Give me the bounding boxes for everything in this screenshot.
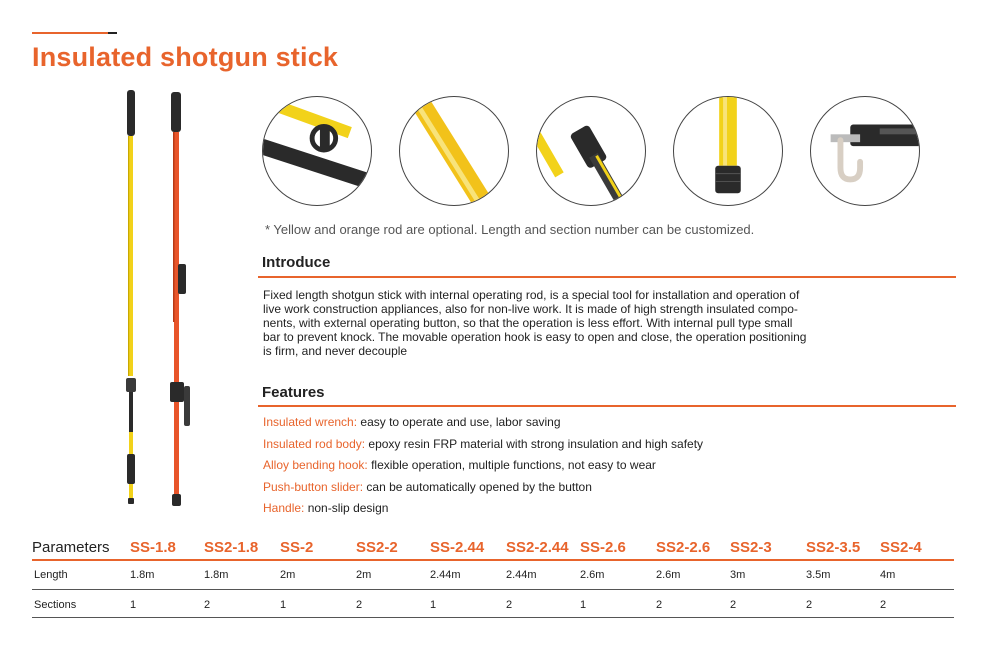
- parameters-label: Parameters: [32, 539, 110, 556]
- customization-note: * Yellow and orange rod are optional. Length and section number can be customized.: [265, 222, 755, 237]
- handle-detail-icon: [673, 96, 783, 206]
- model-header: SS2-2.6: [656, 539, 711, 556]
- feature-item: [263, 434, 953, 456]
- table-cell: 1: [580, 599, 587, 611]
- feature-value: epoxy resin FRP material with strong insulation and high safety: [365, 436, 704, 451]
- table-cell: 2: [806, 599, 813, 611]
- model-header: SS-2.6: [580, 539, 626, 556]
- introduce-rule: [258, 276, 956, 278]
- table-cell: 1.8m: [130, 569, 155, 581]
- model-header: SS-2: [280, 539, 314, 556]
- rod-body-detail-icon: [399, 96, 509, 206]
- feature-key: Handle:: [263, 501, 305, 515]
- introduce-line: bar to prevent knock. The movable operation hook is easy to open and close, the operation positioning: [263, 330, 807, 344]
- table-cell: 1: [430, 599, 437, 611]
- row-label: Sections: [34, 599, 77, 611]
- table-row: [32, 589, 954, 618]
- model-header: SS2-1.8: [204, 539, 259, 556]
- table-cell: 2: [880, 599, 887, 611]
- hook-detail-icon: [810, 96, 920, 206]
- slider-detail-icon: [536, 96, 646, 206]
- detail-images: [262, 96, 962, 208]
- table-cell: 2m: [280, 569, 296, 581]
- table-cell: 2: [730, 599, 737, 611]
- table-cell: 3.5m: [806, 569, 831, 581]
- features-list: [263, 412, 953, 520]
- table-cell: 2: [204, 599, 211, 611]
- feature-item: [263, 412, 953, 434]
- features-rule: [258, 405, 956, 407]
- table-cell: 3m: [730, 569, 746, 581]
- page-title: Insulated shotgun stick: [32, 42, 339, 72]
- yellow-rod-icon: [126, 90, 136, 504]
- parameters-table: [32, 536, 954, 618]
- model-header: SS2-3.5: [806, 539, 861, 556]
- feature-item: [263, 477, 953, 499]
- feature-value: non-slip design: [304, 501, 389, 515]
- feature-key: Push-button slider:: [263, 479, 364, 494]
- features-heading: Features: [262, 384, 325, 401]
- feature-item: [263, 498, 953, 520]
- model-header: SS2-2: [356, 539, 398, 556]
- model-header: SS-1.8: [130, 539, 176, 556]
- introduce-line: nents, with external operating button, so that the operation is less effort. With internal pull type small: [263, 316, 793, 330]
- model-header: SS-2.44: [430, 539, 485, 556]
- model-header: SS2-3: [730, 539, 772, 556]
- table-cell: 2: [656, 599, 663, 611]
- introduce-line: live work construction appliances, also for non-live work. It is made of high strength insulated compo-: [263, 302, 798, 316]
- feature-value: can be automatically opened by the button: [363, 479, 592, 494]
- introduce-heading: Introduce: [262, 254, 331, 271]
- table-cell: 1: [280, 599, 287, 611]
- parameters-header-row: [32, 536, 954, 560]
- table-cell: 2: [506, 599, 513, 611]
- table-cell: 2m: [356, 569, 372, 581]
- introduce-line: is firm, and never decouple: [263, 344, 408, 358]
- title-accent-rule-tip: [108, 32, 117, 34]
- feature-item: [263, 455, 953, 477]
- feature-key: Insulated wrench:: [263, 415, 358, 429]
- orange-rod-icon: [170, 92, 190, 506]
- product-image-rods: [100, 86, 220, 516]
- row-label: Length: [34, 569, 68, 581]
- table-cell: 1.8m: [204, 569, 229, 581]
- table-cell: 2.6m: [656, 569, 681, 581]
- table-cell: 2.44m: [506, 569, 537, 581]
- table-cell: 2.6m: [580, 569, 605, 581]
- wrench-detail-icon: [262, 96, 372, 206]
- table-cell: 2: [356, 599, 363, 611]
- table-row: [32, 560, 954, 589]
- introduce-text: [263, 288, 953, 358]
- table-cell: 4m: [880, 569, 896, 581]
- feature-value: easy to operate and use, labor saving: [357, 415, 561, 429]
- table-cell: 2.44m: [430, 569, 461, 581]
- feature-value: flexible operation, multiple functions, not easy to wear: [367, 458, 656, 472]
- feature-key: Alloy bending hook:: [263, 458, 368, 472]
- table-cell: 1: [130, 599, 137, 611]
- feature-key: Insulated rod body:: [263, 436, 366, 451]
- introduce-line: Fixed length shotgun stick with internal operating rod, is a special tool for installation and operation of: [263, 288, 800, 302]
- model-header: SS2-4: [880, 539, 922, 556]
- title-accent-rule: [32, 32, 117, 34]
- model-header: SS2-2.44: [506, 539, 569, 556]
